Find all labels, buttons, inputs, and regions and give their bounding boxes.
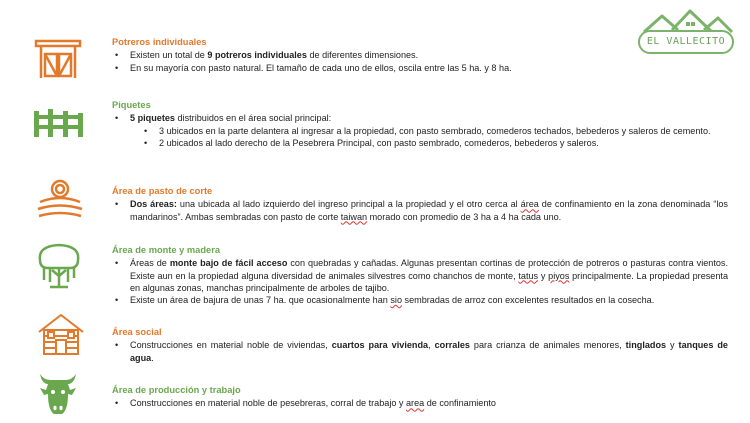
section-potreros — [112, 36, 728, 74]
section-title: Piquetes — [112, 100, 151, 110]
list-item: • Existe un área de bajura de unas 7 ha. que ocasionalmente han sio sembradas de arroz con excelentes resultados en la cosecha. — [112, 294, 728, 306]
list-item: • Dos áreas: una ubicada al lado izquierdo del ingreso principal a la propiedad y el otro cerca al área de confinamiento en la zona denominada “los mandarinos”. Ambas sembradas con pasto de corte taiwan morado con promedio de 3 ha a 4 ha cada uno. — [112, 198, 728, 223]
corral-gate-icon — [33, 38, 83, 80]
section-title: Potreros individuales — [112, 37, 207, 47]
section-title: Área de pasto de corte — [112, 186, 213, 196]
section-area-social — [112, 326, 728, 364]
section-piquetes — [112, 99, 728, 149]
section-monte-y-madera — [112, 244, 728, 306]
list-item: • 3 ubicados en la parte delantera al ingresar a la propiedad, con pasto sembrado, comederos techados, bebederos y saleros de cemento. — [112, 125, 728, 137]
field-sun-icon — [36, 178, 84, 222]
fence-icon — [32, 105, 86, 139]
cow-head-icon — [38, 368, 78, 416]
tree-icon — [34, 240, 84, 290]
section-title: Área de monte y madera — [112, 245, 220, 255]
list-item: • Áreas de monte bajo de fácil acceso con quebradas y cañadas. Algunas presentan cortinas de protección de potreros o pasturas contra vientos. Existe aun en la propiedad alguna diversidad de animales silvestres como chanchos de monte, tatus y piyos principalmente. La propiedad presenta en algunas zonas, manchas principalmente de arboles de tajibo. — [112, 257, 728, 294]
section-title: Área de producción y trabajo — [112, 385, 241, 395]
list-item: • Construcciones en material noble de viviendas, cuartos para vivienda, corrales para crianza de animales menores, tinglados y tanques de agua. — [112, 339, 728, 364]
logo-text: EL VALLECITO — [638, 30, 734, 54]
cabin-icon — [36, 312, 86, 358]
section-title: Área social — [112, 327, 162, 337]
list-item: • En su mayoría con pasto natural. El tamaño de cada uno de ellos, oscila entre las 5 ha. y 8 ha. — [112, 62, 728, 74]
section-produccion-y-trabajo — [112, 384, 728, 410]
section-pasto-de-corte — [112, 185, 728, 223]
list-item: • 5 piquetes distribuidos en el área social principal: — [112, 112, 728, 124]
list-item: • Construcciones en material noble de pesebreras, corral de trabajo y area de confinamiento — [112, 397, 728, 409]
list-item: • 2 ubicados al lado derecho de la Pesebrera Principal, con pasto sembrado, comederos, bebederos y saleros. — [112, 137, 728, 149]
list-item: • Existen un total de 9 potreros individuales de diferentes dimensiones. — [112, 49, 728, 61]
